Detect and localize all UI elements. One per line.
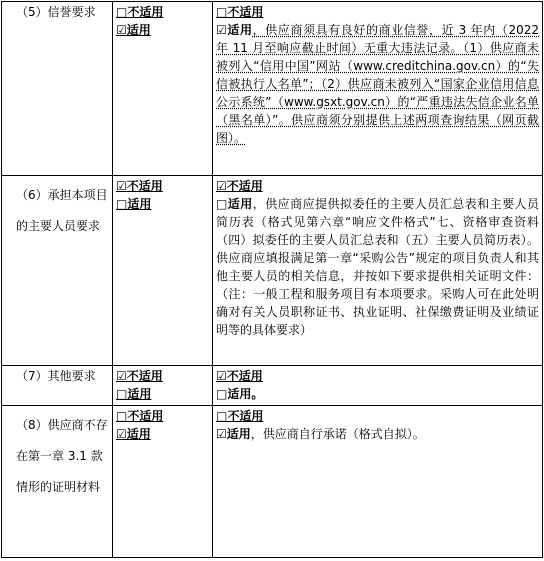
- detail-cell: [213, 2, 543, 176]
- not-applicable-checkbox[interactable]: □不适用: [216, 409, 264, 423]
- detail-text: 。: [251, 387, 264, 401]
- row-label: （6）承担本项目的主要人员要求: [2, 176, 113, 366]
- table-row: [2, 176, 543, 366]
- not-applicable-checkbox[interactable]: ☑不适用: [216, 369, 263, 383]
- detail-text: ，供应商须具有良好的商业信誉，近 3 年内（2022 年 11 月至响应截止时间）无重大违法记录。（1）供应商未被列入“信用中国”网站（www.creditchina.gov.cn）的“失信被执行人名单”；（2）供应商未被列入“国家企业信用信息公示系统”（www.gsxt.gov.cn）的“严重违法失信企业名单（黑名单）”。供应商须分别提供上述两项查询结果（网页截图）。: [216, 23, 539, 145]
- table-row: [2, 366, 543, 406]
- row-label: （7）其他要求: [2, 366, 113, 406]
- not-applicable-checkbox[interactable]: □不适用: [116, 409, 164, 423]
- not-applicable-checkbox[interactable]: ☑不适用: [116, 369, 163, 383]
- row-label: （8）供应商不存在第一章 3.1 款情形的证明材料: [2, 406, 113, 558]
- applicable-checkbox[interactable]: □适用: [116, 387, 152, 401]
- applicable-checkbox[interactable]: ☑适用: [216, 427, 251, 441]
- detail-text: ，供应商自行承诺（格式自拟）。: [250, 427, 425, 441]
- option-cell: [113, 366, 213, 406]
- not-applicable-checkbox[interactable]: □不适用: [216, 5, 264, 19]
- requirements-table: [1, 1, 543, 558]
- option-cell: [113, 406, 213, 558]
- applicable-checkbox[interactable]: ☑适用: [116, 23, 151, 37]
- detail-cell: [213, 176, 543, 366]
- detail-text: ，供应商应提供拟委任的主要人员汇总表和主要人员简历表（格式见第六章“响应文件格式”七、资格审查资料（四）拟委任的主要人员汇总表和（五）主要人员简历表）。供应商应填报满足第一章“采购公告”规定的项目负责人和其他主要人员的相关信息，并按如下要求提供相关证明文件：（注：一般工程和服务项目有本项要求。采购人可在此处明确对有关人员职称证书、执业证明、社保缴费证明及业绩证明等的具体要求）: [216, 197, 539, 337]
- row-label: （5）信誉要求: [2, 2, 113, 176]
- applicable-checkbox[interactable]: □适用: [116, 197, 152, 211]
- detail-cell: [213, 366, 543, 406]
- applicable-checkbox[interactable]: ☑适用: [216, 23, 253, 37]
- applicable-checkbox[interactable]: □适用: [216, 387, 252, 401]
- table-row: [2, 2, 543, 176]
- option-cell: [113, 176, 213, 366]
- applicable-checkbox[interactable]: ☑适用: [116, 427, 151, 441]
- not-applicable-checkbox[interactable]: □不适用: [116, 5, 164, 19]
- detail-cell: [213, 406, 543, 558]
- not-applicable-checkbox[interactable]: ☑不适用: [216, 179, 263, 193]
- not-applicable-checkbox[interactable]: ☑不适用: [116, 179, 163, 193]
- table-row: [2, 406, 543, 558]
- option-cell: [113, 2, 213, 176]
- applicable-checkbox[interactable]: □适用: [216, 197, 253, 211]
